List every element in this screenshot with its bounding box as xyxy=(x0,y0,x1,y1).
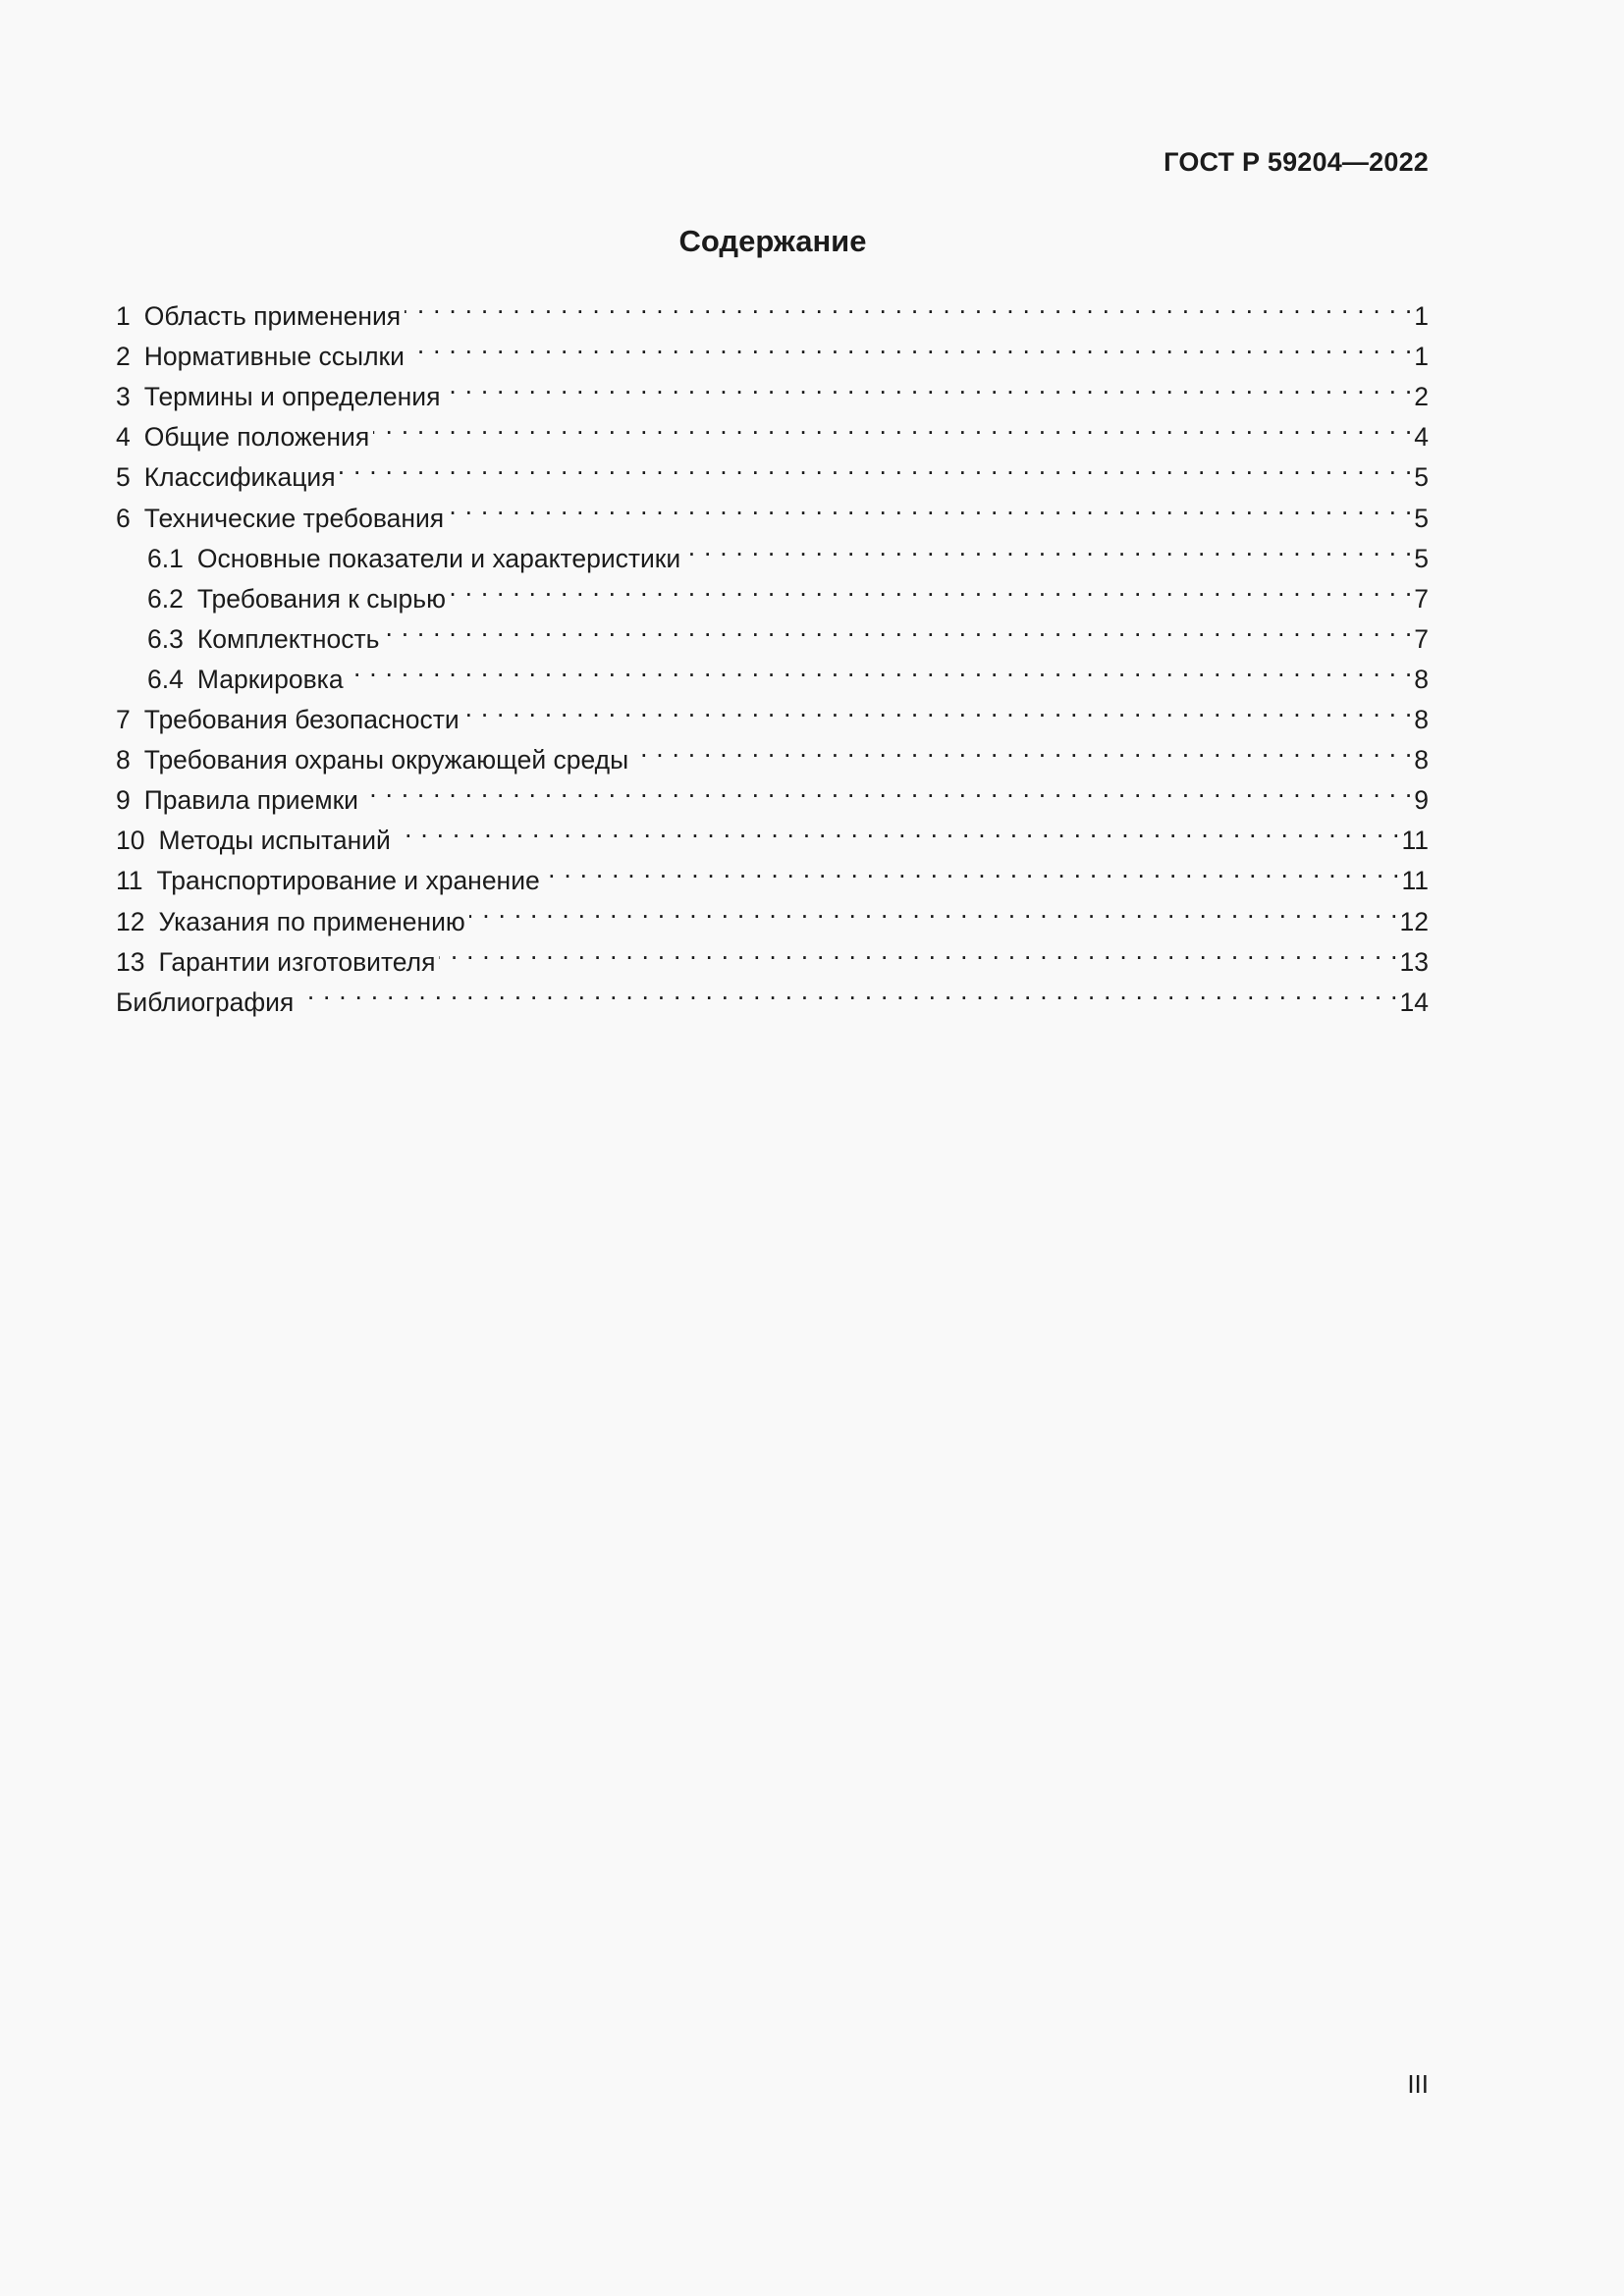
toc-entry-number: 2 xyxy=(116,342,131,372)
dot-leader xyxy=(362,769,1412,809)
dot-leader xyxy=(439,931,1397,971)
toc-entry-page: 1 xyxy=(1414,301,1429,332)
dot-leader xyxy=(632,728,1412,769)
toc-entry-page: 11 xyxy=(1401,826,1429,856)
toc-entry-page: 2 xyxy=(1414,382,1429,412)
toc-entry-number: 6.1 xyxy=(147,543,184,573)
toc-entry-page: 12 xyxy=(1399,906,1429,936)
toc-entry[interactable] xyxy=(116,285,1429,332)
toc-entry-number: 9 xyxy=(116,785,131,816)
toc-title-text: Содержание xyxy=(678,224,867,258)
toc-entry-number: 10 xyxy=(116,826,145,856)
toc-entry-number: 6.4 xyxy=(147,664,184,694)
dot-leader xyxy=(348,648,1413,688)
toc-entry-label: Правила приемки xyxy=(143,785,358,816)
toc-entry-label: Комплектность xyxy=(196,623,380,654)
dot-leader xyxy=(684,527,1412,567)
toc-entry-page: 5 xyxy=(1414,462,1429,493)
toc-entry-page: 14 xyxy=(1399,987,1429,1017)
toc-entry-label: Маркировка xyxy=(196,664,344,694)
toc-entry-number: 8 xyxy=(116,745,131,775)
toc-entry-label: Требования охраны окружающей среды xyxy=(143,745,629,775)
dot-leader xyxy=(544,849,1400,889)
toc-entry-page: 1 xyxy=(1414,342,1429,372)
toc-entry-page: 5 xyxy=(1414,543,1429,573)
toc-entry-number: 13 xyxy=(116,946,145,977)
dot-leader xyxy=(448,486,1412,526)
document-code: ГОСТ Р 59204—2022 xyxy=(1164,147,1429,177)
toc-entry-number: 12 xyxy=(116,906,145,936)
toc-entry-label: Гарантии изготовителя xyxy=(158,946,436,977)
toc-entry-label: Классификация xyxy=(143,462,336,493)
dot-leader xyxy=(373,405,1412,446)
toc-entry-bibliography[interactable] xyxy=(116,971,1429,1017)
toc-entry-number: 6.3 xyxy=(147,623,184,654)
dot-leader xyxy=(395,809,1400,849)
toc-entry-number: 6.2 xyxy=(147,583,184,614)
toc-entry-number: 1 xyxy=(116,301,131,332)
toc-entry-label: Требования безопасности xyxy=(143,705,460,735)
dot-leader xyxy=(408,325,1412,365)
toc-entry-page: 7 xyxy=(1414,583,1429,614)
toc-entry-label: Основные показатели и характеристики xyxy=(196,543,681,573)
toc-entry-number: 4 xyxy=(116,422,131,453)
dot-leader xyxy=(469,889,1398,930)
toc-entry-label: Методы испытаний xyxy=(158,826,391,856)
toc-entry-label: Нормативные ссылки xyxy=(143,342,405,372)
toc-entry-number: 5 xyxy=(116,462,131,493)
toc-entry-page: 8 xyxy=(1414,705,1429,735)
toc-entry-label: Требования к сырью xyxy=(196,583,446,614)
toc-entry-page: 13 xyxy=(1399,946,1429,977)
dot-leader xyxy=(444,365,1412,405)
toc-entry-number: 6 xyxy=(116,503,131,533)
toc-entry-label: Общие положения xyxy=(143,422,370,453)
dot-leader xyxy=(340,446,1413,486)
page-number: III xyxy=(1407,2069,1429,2099)
dot-leader xyxy=(463,688,1413,728)
toc-entry-page: 8 xyxy=(1414,664,1429,694)
toc-entry-label: Область применения xyxy=(143,301,402,332)
toc-title xyxy=(0,224,1624,259)
toc-entry-label: Термины и определения xyxy=(143,382,441,412)
toc-entry-number: 3 xyxy=(116,382,131,412)
dot-leader xyxy=(405,285,1412,325)
toc-entry-number: 7 xyxy=(116,705,131,735)
toc-entry-page: 11 xyxy=(1401,866,1429,896)
toc-entry-label: Библиография xyxy=(116,987,295,1017)
toc-entry-page: 9 xyxy=(1414,785,1429,816)
dot-leader xyxy=(450,567,1412,608)
dot-leader xyxy=(383,608,1412,648)
toc-entry-label: Указания по применению xyxy=(158,906,465,936)
table-of-contents xyxy=(116,285,1429,1017)
toc-entry-page: 5 xyxy=(1414,503,1429,533)
toc-entry-page: 4 xyxy=(1414,422,1429,453)
toc-entry-label: Технические требования xyxy=(143,503,445,533)
toc-entry-page: 8 xyxy=(1414,745,1429,775)
toc-entry-page: 7 xyxy=(1414,623,1429,654)
toc-entry-label: Транспортирование и хранение xyxy=(156,866,540,896)
toc-entry-number: 11 xyxy=(116,866,143,896)
dot-leader xyxy=(298,971,1397,1011)
